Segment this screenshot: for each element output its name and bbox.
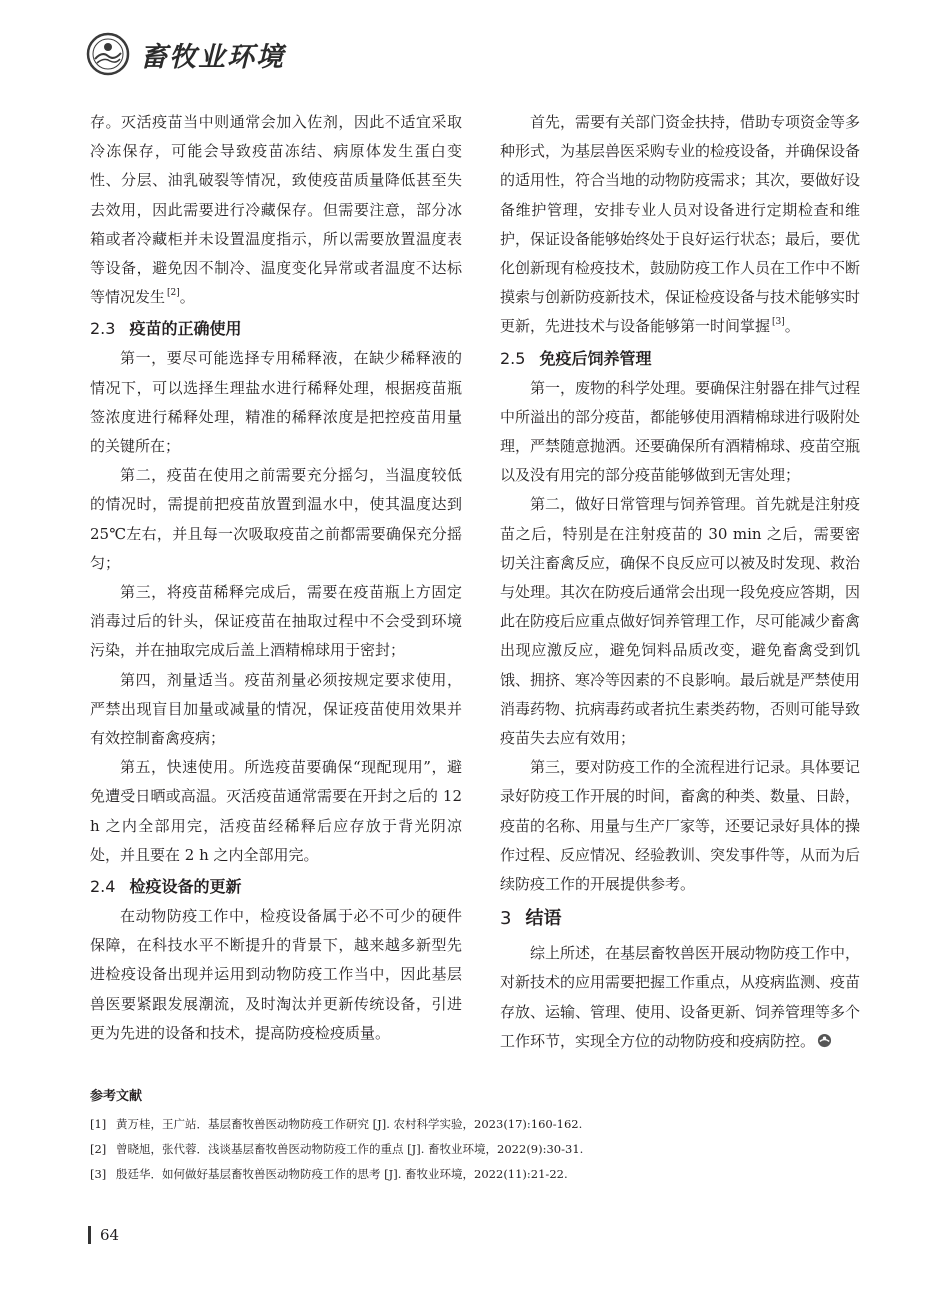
reference-text: 曾晓旭，张代蓉．浅谈基层畜牧兽医动物防疫工作的重点 [J]. 畜牧业环境，2022(9):30-31. — [116, 1142, 584, 1156]
paragraph: 第一，废物的科学处理。要确保注射器在排气过程中所溢出的部分疫苗，都能够使用酒精棉球进行吸附处理，严禁随意抛洒。还要确保所有酒精棉球、疫苗空瓶以及没有用完的部分疫苗能够做到无害处理； — [500, 378, 861, 485]
section-heading-2-3 — [90, 314, 462, 343]
reference-item — [90, 1137, 870, 1162]
section-title: 检疫设备的更新 — [129, 877, 242, 897]
citation: [2] — [167, 288, 180, 299]
journal-header — [86, 28, 285, 80]
reference-item — [90, 1112, 870, 1137]
references — [90, 1085, 870, 1187]
section-heading-2-5 — [500, 344, 860, 373]
paragraph: 第二，做好日常管理与饲养管理。首先就是注射疫苗之后，特别是在注射疫苗的 30 min 之后，需要密切关注畜禽反应，确保不良反应可以被及时发现、救治与处理。其次在防疫后通常会出现一段免疫应答期，因此在防疫后应重点做好饲养管理工作，尽可能减少畜禽出现应激反应，避免饲料品质改变，避免畜禽受到饥饿、拥挤、寒冷等因素的不良影响。最后就是严禁使用消毒药物、抗病毒药或者抗生素类药物，否则可能导致疫苗失去应有效用； — [500, 495, 861, 748]
reference-text: 殷廷华．如何做好基层畜牧兽医动物防疫工作的思考 [J]. 畜牧业环境，2022(11):21-22. — [116, 1167, 568, 1181]
section-title: 疫苗的正确使用 — [129, 319, 242, 339]
citation: [3] — [772, 317, 785, 328]
paragraph: 第五，快速使用。所选疫苗要确保“现配现用”，避免遭受日晒或高温。灭活疫苗通常需要在开封之后的 12 h 之内全部用完，活疫苗经稀释后应存放于背光阴凉处，并且要在 2 h 之内全部用完。 — [90, 758, 462, 864]
section-number: 2.3 — [90, 319, 116, 339]
section-title: 免疫后饲养管理 — [539, 348, 652, 368]
reference-number: [3] — [90, 1167, 107, 1181]
paragraph-text: 综上所述，在基层畜牧兽医开展动物防疫工作中，对新技术的应用需要把握工作重点，从疫病监测、疫苗存放、运输、管理、使用、设备更新、饲养管理等多个工作环节，实现全方位的动物防疫和疫病防控。 — [500, 944, 861, 1050]
section-number: 2.4 — [90, 877, 116, 897]
page-number: 64 — [100, 1226, 120, 1244]
paragraph-intro — [90, 108, 462, 312]
paragraph: 在动物防疫工作中，检疫设备属于必不可少的硬件保障，在科技水平不断提升的背景下，越来越多新型先进检疫设备出现并运用到动物防疫工作当中，因此基层兽医要紧跟发展潮流，及时淘汰并更新传统设备，引进更为先进的设备和技术，提高防疫检疫质量。 — [90, 907, 462, 1042]
references-title: 参考文献 — [90, 1089, 143, 1104]
section-heading-2-4 — [90, 872, 462, 901]
left-column — [90, 108, 462, 1048]
page-footer — [88, 1226, 119, 1244]
journal-name: 畜牧业环境 — [140, 41, 285, 73]
journal-logo-icon — [86, 32, 130, 76]
paragraph: 第三，要对防疫工作的全流程进行记录。具体要记录好防疫工作开展的时间，畜禽的种类、数量、日龄，疫苗的名称、用量与生产厂家等，还要记录好具体的操作过程、反应情况、经验教训、突发事件等，从而为后续防疫工作的开展提供参考。 — [500, 758, 861, 894]
paragraph: 第三，将疫苗稀释完成后，需要在疫苗瓶上方固定消毒过后的针头，保证疫苗在抽取过程中不会受到环境污染，并在抽取完成后盖上酒精棉球用于密封； — [90, 583, 462, 660]
right-column — [500, 108, 860, 1056]
paragraph: 第一，要尽可能选择专用稀释液，在缺少稀释液的情况下，可以选择生理盐水进行稀释处理，根据疫苗瓶签浓度进行稀释处理，精准的稀释浓度是把控疫苗用量的关键所在； — [90, 349, 462, 456]
section-number: 2.5 — [500, 348, 526, 368]
paragraph: 第二，疫苗在使用之前需要充分摇匀，当温度较低的情况时，需提前把疫苗放置到温水中，使其温度达到 25℃左右，并且每一次吸取疫苗之前都需要确保充分摇匀； — [90, 466, 462, 572]
paragraph-text: 首先，需要有关部门资金扶持，借助专项资金等多种形式，为基层兽医采购专业的检疫设备，并确保设备的适用性，符合当地的动物防疫需求；其次，要做好设备维护管理，安排专业人员对设备进行定期检查和维护，保证设备能够始终处于良好运行状态；最后，要优化创新现有检疫技术，鼓励防疫工作人员在工作中不断摸索与创新防疫新技术，保证检疫设备与技术能够实时更新，先进技术与设备能够第一时间掌握 — [500, 113, 861, 336]
section-number: 3 — [500, 908, 512, 930]
section-heading-3 — [500, 903, 860, 935]
intro-text: 存。灭活疫苗当中则通常会加入佐剂，因此不适宜采取冷冻保存，可能会导致疫苗冻结、病原体发生蛋白变性、分层、油乳破裂等情况，致使疫苗质量降低甚至失去效用，因此需要进行冷藏保存。但需要注意，部分冰箱或者冷藏柜并未设置温度指示，所以需要放置温度表等设备，避免因不制冷、温度变化异常或者温度不达标等情况发生 — [90, 113, 462, 307]
page-number-bar — [88, 1226, 91, 1244]
paragraph-suffix: 。 — [784, 317, 800, 336]
article-end-icon — [817, 1033, 832, 1048]
paragraph: 第四，剂量适当。疫苗剂量必须按规定要求使用，严禁出现盲目加量或减量的情况，保证疫苗使用效果并有效控制畜禽疫病； — [90, 670, 462, 748]
reference-number: [2] — [90, 1142, 107, 1156]
reference-number: [1] — [90, 1117, 107, 1131]
paragraph — [500, 108, 860, 342]
intro-suffix: 。 — [179, 288, 195, 307]
paragraph — [500, 939, 860, 1056]
reference-item — [90, 1162, 870, 1187]
reference-text: 黄万桂，王广站．基层畜牧兽医动物防疫工作研究 [J]. 农村科学实验，2023(17):160-162. — [116, 1117, 583, 1131]
section-title: 结语 — [525, 908, 562, 930]
